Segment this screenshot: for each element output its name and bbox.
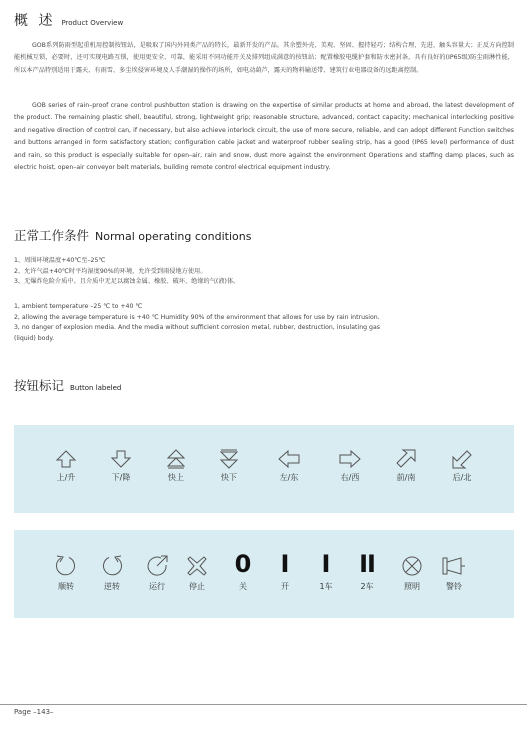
btn-on <box>263 550 307 592</box>
car-2-glyph-icon: II <box>359 550 375 578</box>
condition-item-zh: 2、允许气温+40℃时平均湿度90%的环境，允许受到雨侵地方使用。 <box>14 267 207 275</box>
btn-car-2-label: 2车 <box>360 582 374 591</box>
condition-item-zh: 1、周围环境温度+40℃至–25℃ <box>14 257 106 264</box>
btn-run-label: 运行 <box>149 582 165 591</box>
condition-item-en: (liquid) body. <box>14 334 55 342</box>
conditions-title-en: Normal operating conditions <box>95 230 252 243</box>
btn-fast-up-label: 快上 <box>168 473 184 482</box>
lamp-icon <box>400 554 424 578</box>
btn-up <box>44 449 88 483</box>
btn-backward <box>440 449 484 483</box>
btn-fast-down <box>207 449 251 483</box>
off-glyph-icon: 0 <box>234 550 252 578</box>
overview-title-en: Product Overview <box>61 19 124 27</box>
car-1-glyph-icon: I <box>321 550 331 578</box>
btn-lighting <box>390 554 434 592</box>
bell-icon <box>441 554 467 578</box>
rotate-counterclockwise-icon <box>100 554 124 578</box>
condition-item-en: 2, allowing the average temperature is +40 ℃ Humidity 90% of the environment that allows for use by rain intrusion. <box>14 313 380 321</box>
button-band-function <box>14 530 514 618</box>
btn-right-label: 右/西 <box>340 473 360 482</box>
btn-off-label: 关 <box>239 582 247 591</box>
conditions-list-en <box>14 302 514 344</box>
arrow-left-icon <box>277 449 301 469</box>
btn-left-label: 左/东 <box>279 473 299 482</box>
overview-paragraph-zh: GOB系列防雨型起重机用控制按钮站，是吸取了国内外同类产品的特长，最新开发的产品。其余塑外壳、美观、坚固、握持轻巧；结构合理、先进、触头容量大；正反方向控制能机械互锁，必要时，还可实现电路互锁，使用更安全、可靠，能采用不同功能开关及排列组成满意的按钮站；配置橡胶电缆护套和防水密封条，具有良好的(IP65级)防尘雨淋性能，所以本产品特别适用于露天、有雨雪、多尘埃侵害环境及人手潮湿的操作的场所，如电动葫芦，露天的物料输送带、建筑行业电器设备的远距离控制。 <box>14 42 514 74</box>
on-glyph-icon: I <box>280 550 290 578</box>
btn-on-label: 开 <box>281 582 289 591</box>
btn-clockwise-label: 顺转 <box>58 582 74 591</box>
btn-left <box>267 449 311 483</box>
page-number: Page –143– <box>14 708 54 716</box>
rotate-clockwise-icon <box>54 554 78 578</box>
overview-header <box>14 10 123 30</box>
buttons-title-en: Button labeled <box>70 384 122 392</box>
footer-divider <box>0 704 527 705</box>
stop-x-icon <box>185 554 209 578</box>
btn-run <box>135 554 179 592</box>
conditions-header <box>14 226 251 244</box>
double-arrow-up-icon <box>165 449 187 469</box>
arrow-down-left-icon <box>451 449 473 469</box>
condition-item-en: 1, ambient temperature –25 ℃ to +40 ℃ <box>14 303 143 310</box>
arrow-up-icon <box>55 449 77 469</box>
arrow-down-icon <box>110 449 132 469</box>
btn-alarm-label: 警铃 <box>446 582 462 591</box>
buttons-header <box>14 376 121 394</box>
btn-right <box>328 449 372 483</box>
button-band-direction <box>14 425 514 513</box>
btn-fast-down-label: 快下 <box>221 473 237 482</box>
btn-forward-label: 前/南 <box>396 473 416 482</box>
btn-down <box>99 449 143 483</box>
btn-clockwise <box>44 554 88 592</box>
arrow-right-icon <box>338 449 362 469</box>
run-icon <box>145 554 169 578</box>
btn-stop-label: 停止 <box>189 582 205 591</box>
btn-fast-up <box>154 449 198 483</box>
btn-backward-label: 后/北 <box>452 473 472 482</box>
buttons-title-zh: 按钮标记 <box>14 378 65 393</box>
btn-stop <box>175 554 219 592</box>
btn-counterclockwise <box>90 554 134 592</box>
overview-title-zh: 概 述 <box>14 13 56 29</box>
btn-lighting-label: 照明 <box>404 582 420 591</box>
btn-down-label: 下/降 <box>111 473 131 482</box>
overview-paragraph-en: GOB series of rain–proof crane control pushbutton station is drawing on the expertise of similar products at home and abroad, the latest development of the product. The remaining plastic shell, beautiful, strong, lightweight grip; reasonable structure, advanced, contact capacity; mechanical interlocking positive and negative direction of control can, if necessary, but also achieve interlock circuit, the use of more secure, reliable, and can adopt different Function switches and buttons arranged in form satisfactory station; configuration cable jacket and waterproof rubber sealing strip, has a good (IP65 level) performance of dust and rain, so this product is especially suitable for open–air, rain and snow, dust more against the environment Operations and staffing damp places, such as electric hoist, open–air conveyor belt materials, building remote control electrical equipment industry. <box>14 102 514 172</box>
btn-car-1 <box>304 550 348 592</box>
conditions-list-zh <box>14 256 514 288</box>
conditions-title-zh: 正常工作条件 <box>14 228 90 243</box>
condition-item-zh: 3、无爆炸危险介质中。且介质中无足以腐蚀金属、橡胶、破坏、绝缘的气(液)体。 <box>14 278 240 285</box>
btn-up-label: 上/升 <box>56 473 76 482</box>
btn-counterclockwise-label: 逆转 <box>104 582 120 591</box>
arrow-up-right-icon <box>395 449 417 469</box>
btn-alarm <box>432 554 476 592</box>
condition-item-en: 3, no danger of explosion media. And the media without sufficient corrosion metal, rubber, destruction, insulating gas <box>14 324 380 331</box>
btn-off <box>221 550 265 592</box>
btn-car-1-label: 1车 <box>319 582 333 591</box>
btn-forward <box>384 449 428 483</box>
btn-car-2 <box>345 550 389 592</box>
double-arrow-down-icon <box>218 449 240 469</box>
